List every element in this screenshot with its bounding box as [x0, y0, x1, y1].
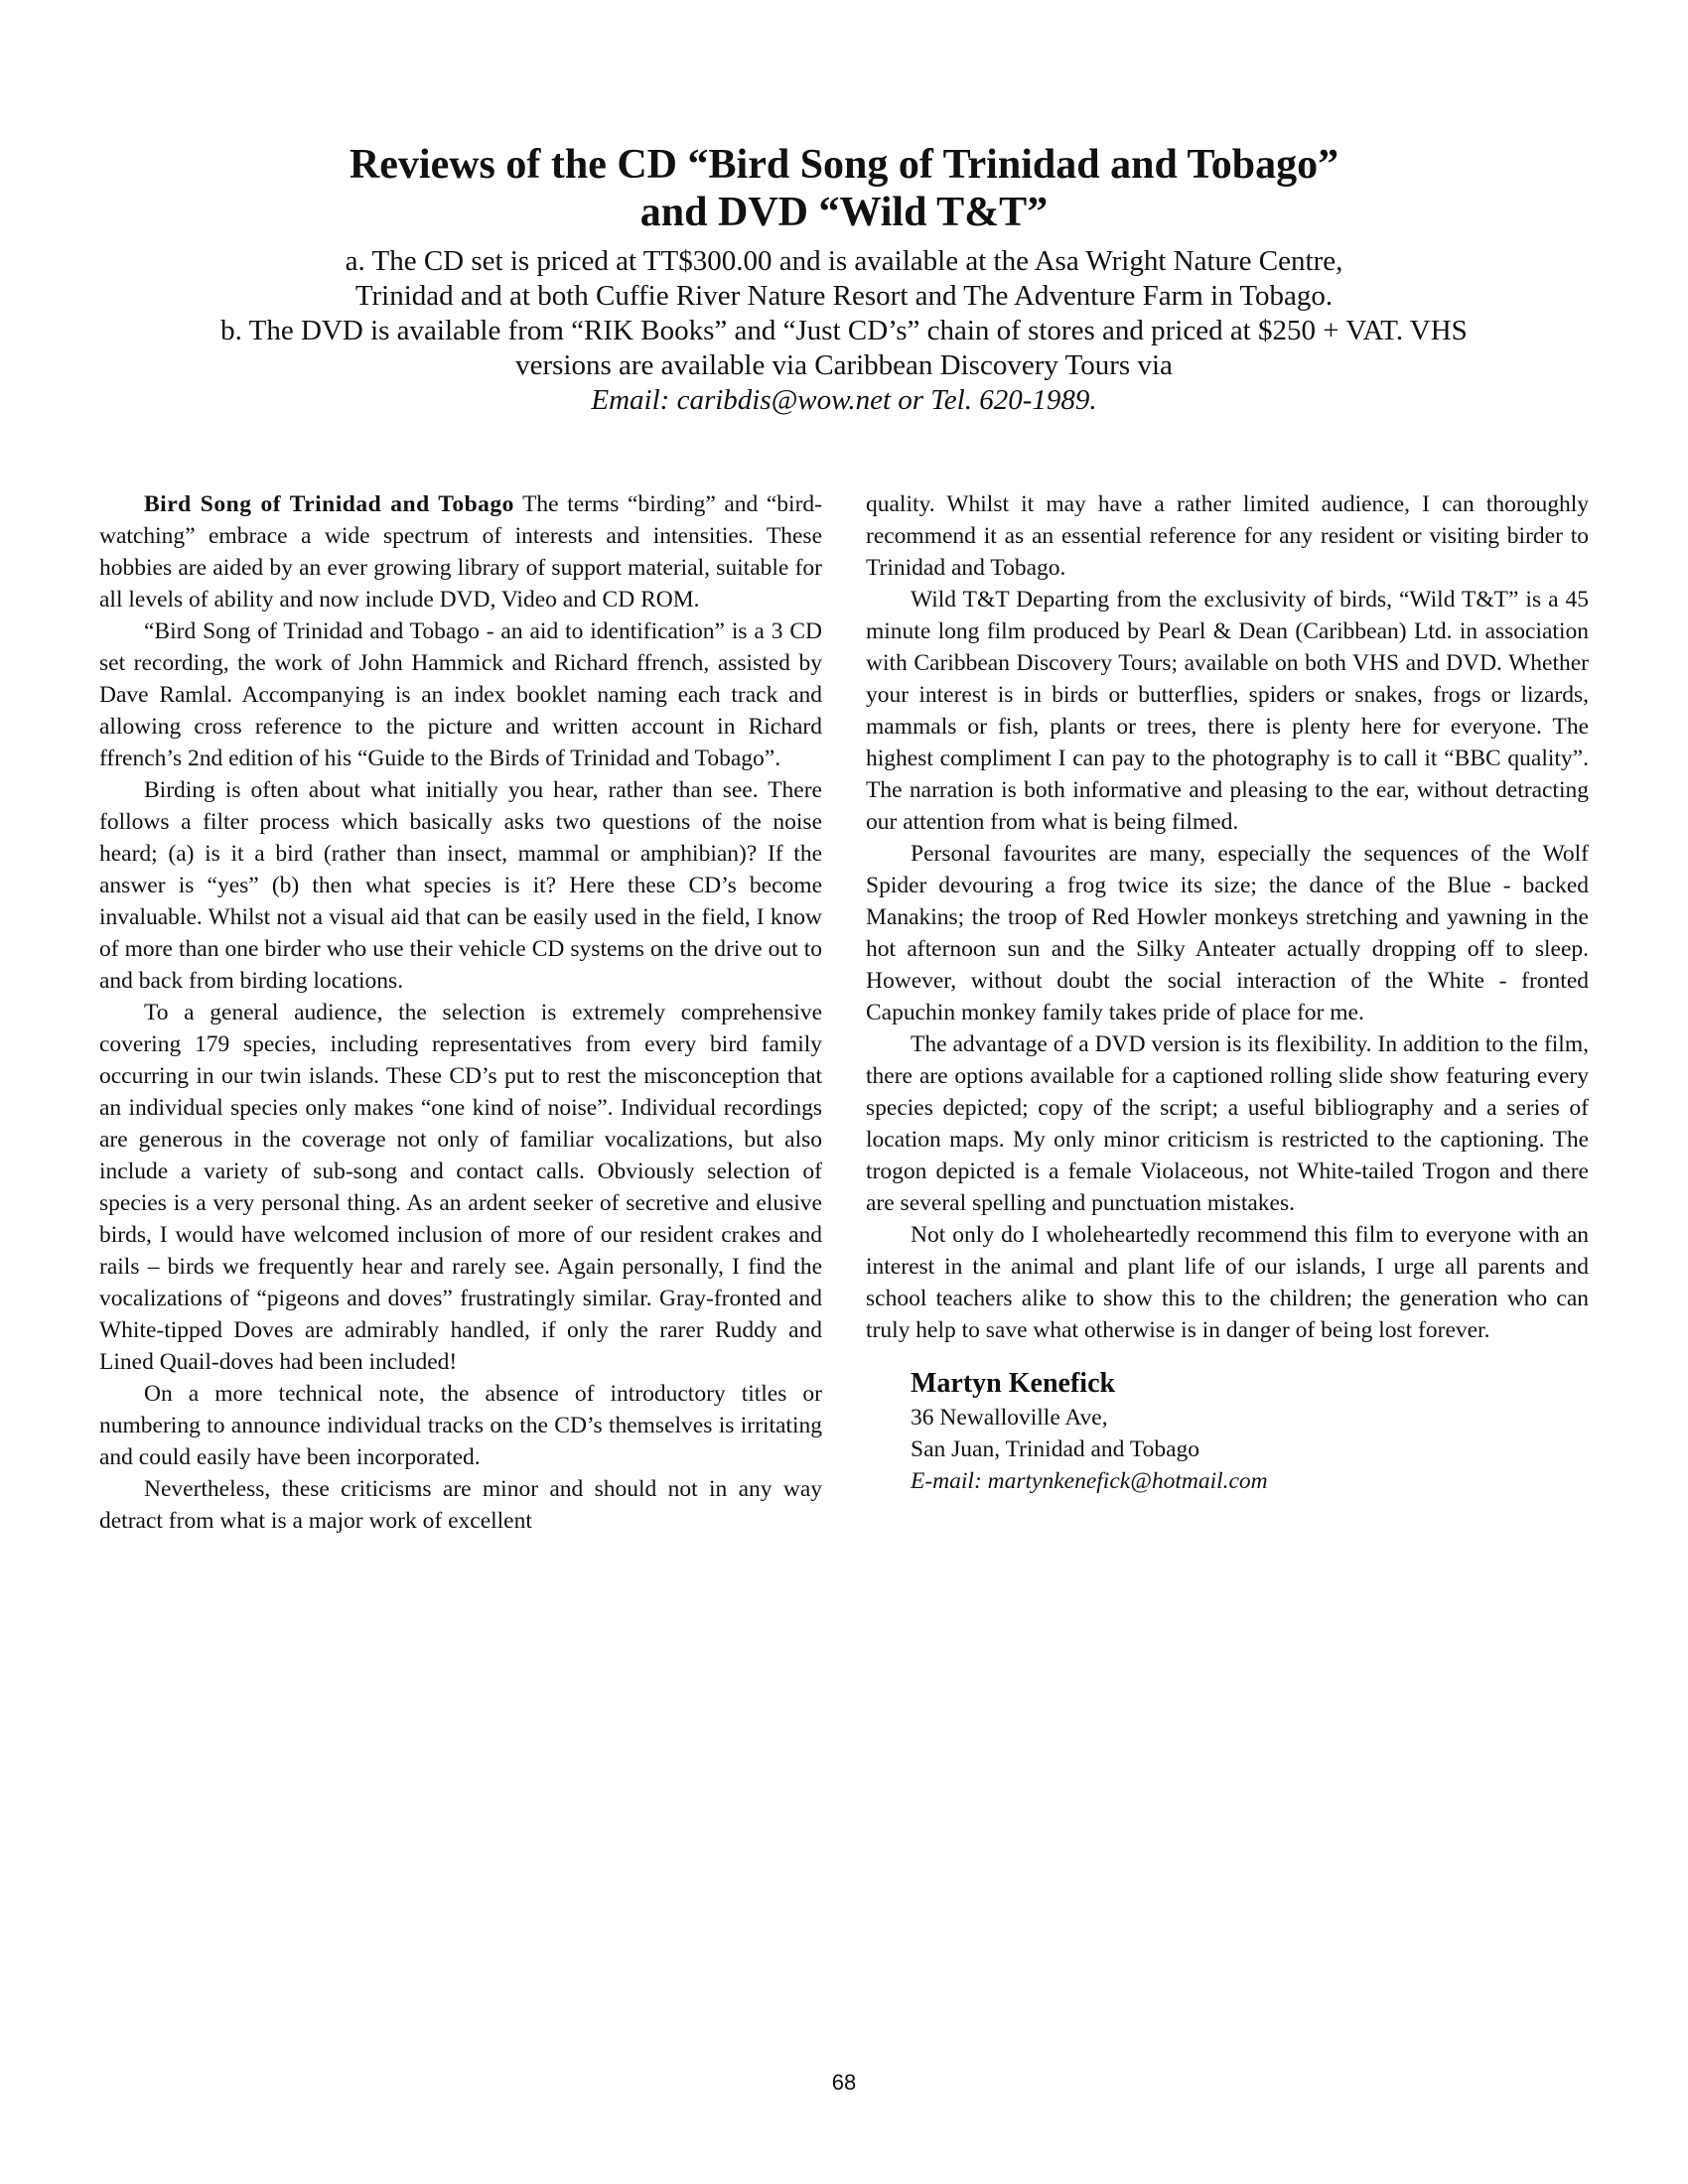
article-body [99, 488, 1589, 1640]
article-title-line-1: Reviews of the CD “Bird Song of Trinidad and Tobago” [349, 142, 1339, 188]
article-title-line-2: and DVD “Wild T&T” [639, 190, 1049, 235]
body-paragraph: On a more technical note, the absence of introductory titles or numbering to announce individual tracks on the CD’s themselves is irritating and could easily have been incorporated. [99, 1381, 822, 1470]
contact-line: Email: caribdis@wow.net or Tel. 620-1989. [591, 384, 1097, 416]
left-column [99, 488, 822, 1537]
body-paragraph: The advantage of a DVD version is its flexibility. In addition to the film, there are options available for a captioned rolling slide show featuring every species depicted; copy of the script; a useful bibliography and a series of location maps. My only minor criticism is restricted to the captioning. The trogon depicted is a female Violaceous, not White-tailed Trogon and there are several spelling and punctuation mistakes. [866, 1031, 1589, 1216]
availability-line-1: a. The CD set is priced at TT$300.00 and is available at the Asa Wright Nature Centre, [345, 245, 1343, 277]
lead-text: The terms “birding” and “bird-watching” embrace a wide spectrum of interests and intensities. These hobbies are aided by an ever growing library of support material, suitable for all levels of ability and now include DVD, Video and CD ROM. [99, 491, 822, 613]
author-email: E-mail: martynkenefick@hotmail.com [911, 1468, 1268, 1494]
availability-line-3: b. The DVD is available from “RIK Books” and “Just CD’s” chain of stores and priced at $250 + VAT. VHS [220, 315, 1468, 346]
availability-line-4: versions are available via Caribbean Discovery Tours via [515, 349, 1173, 381]
availability-line-2: Trinidad and at both Cuffie River Nature Resort and The Adventure Farm in Tobago. [354, 280, 1334, 312]
continued-paragraph: quality. Whilst it may have a rather limited audience, I can thoroughly recommend it as an essential reference for any resident or visiting birder to Trinidad and Tobago. [866, 491, 1589, 581]
author-name: Martyn Kenefick [911, 1368, 1116, 1399]
body-paragraph: Wild T&T Departing from the exclusivity of birds, “Wild T&T” is a 45 minute long film produced by Pearl & Dean (Caribbean) Ltd. in association with Caribbean Discovery Tours; available on both VHS and DVD. Whether your interest is in birds or butterflies, spiders or snakes, frogs or lizards, mammals or fish, plants or trees, there is plenty here for everyone. The highest compliment I can pay to the photography is to call it “BBC quality”. The narration is both informative and pleasing to the ear, without detracting our attention from what is being filmed. [866, 587, 1589, 835]
lead-paragraph [99, 488, 822, 615]
body-paragraph: Birding is often about what initially you hear, rather than see. There follows a filter process which basically asks two questions of the noise heard; (a) is it a bird (rather than insect, mammal or amphibian)? If the answer is “yes” (b) then what species is it? Here these CD’s become invaluable. Whilst not a visual aid that can be easily used in the field, I know of more than one birder who use their vehicle CD systems on the drive out to and back from birding locations. [99, 777, 822, 994]
body-paragraph: Not only do I wholeheartedly recommend this film to everyone with an interest in the animal and plant life of our islands, I urge all parents and school teachers alike to show this to the children; the generation who can truly help to save what otherwise is in danger of being lost forever. [866, 1222, 1589, 1343]
section-heading-bird-song: Bird Song of Trinidad and Tobago [144, 491, 514, 517]
page-number: 68 [831, 2070, 857, 2095]
body-paragraph: Personal favourites are many, especially the sequences of the Wolf Spider devouring a frog twice its size; the dance of the Blue - backed Manakins; the troop of Red Howler monkeys stretching and yawning in the hot afternoon sun and the Silky Anteater actually dropping off to sleep. However, without doubt the social interaction of the White - fronted Capuchin monkey family takes pride of place for me. [866, 841, 1589, 1025]
author-signature [866, 1366, 1589, 1497]
right-column [866, 488, 1589, 1497]
article-header [99, 141, 1589, 418]
author-address-line-1: 36 Newalloville Ave, [911, 1405, 1108, 1431]
body-paragraph: To a general audience, the selection is extremely comprehensive covering 179 species, including representatives from every bird family occurring in our twin islands. These CD’s put to rest the misconception that an individual species only makes “one kind of noise”. Individual recordings are generous in the coverage not only of familiar vocalizations, but also include a variety of sub-song and contact calls. Obviously selection of species is a very personal thing. As an ardent seeker of secretive and elusive birds, I would have welcomed inclusion of more of our resident crakes and rails – birds we frequently hear and rarely see. Again personally, I find the vocalizations of “pigeons and doves” frustratingly similar. Gray-fronted and White-tipped Doves are admirably handled, if only the rarer Ruddy and Lined Quail-doves had been included! [99, 1000, 822, 1375]
body-paragraph: “Bird Song of Trinidad and Tobago - an aid to identification” is a 3 CD set recording, the work of John Hammick and Richard ffrench, assisted by Dave Ramlal. Accompanying is an index booklet naming each track and allowing cross reference to the picture and written account in Richard ffrench’s 2nd edition of his “Guide to the Birds of Trinidad and Tobago”. [99, 618, 822, 771]
body-paragraph: Nevertheless, these criticisms are minor and should not in any way detract from what is a major work of excellent [99, 1476, 822, 1534]
author-address-line-2: San Juan, Trinidad and Tobago [911, 1436, 1200, 1462]
